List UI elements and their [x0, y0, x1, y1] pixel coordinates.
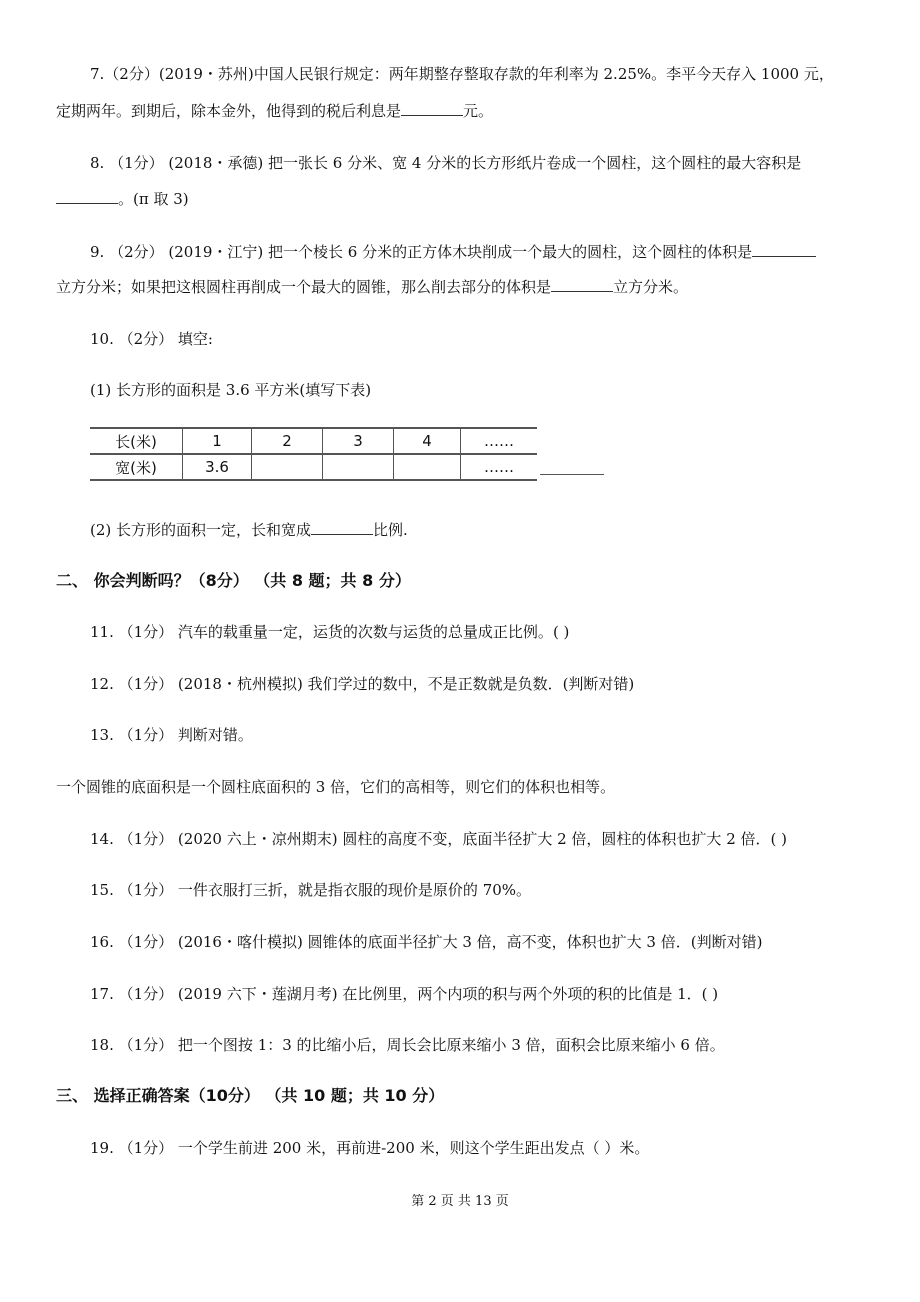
- page-number: 第 2 页 共 13 页: [411, 1194, 509, 1209]
- table-cell-input[interactable]: [323, 454, 394, 480]
- table-cell: ……: [461, 428, 538, 454]
- table-cell: 4: [394, 428, 461, 454]
- q9-answer-blank-2[interactable]: [551, 277, 613, 292]
- q10-part1: (1) 长方形的面积是 3.6 平方米(填写下表): [90, 381, 372, 399]
- q18: 18. （1分） 把一个图按 1：3 的比缩小后，周长会比原来缩小 3 倍，面积会比原来缩小 6 倍。: [90, 1036, 725, 1054]
- q10-part2: [90, 520, 408, 540]
- q16: 16. （1分） (2016・喀什模拟) 圆锥体的底面半径扩大 3 倍，高不变，体积也扩大 3 倍．(判断对错): [90, 933, 763, 951]
- q17: 17. （1分） (2019 六下・莲湖月考) 在比例里，两个内项的积与两个外项的积的比值是 1．( ): [90, 985, 719, 1003]
- q10-part2-end: 比例.: [373, 521, 408, 539]
- table-cell: 3: [323, 428, 394, 454]
- q9-answer-blank-1[interactable]: [752, 242, 816, 257]
- q11: 11. （1分） 汽车的载重量一定，运货的次数与运货的总量成正比例。( ): [90, 623, 570, 641]
- table-cell: 3.6: [183, 454, 252, 480]
- table-cell-input[interactable]: [252, 454, 323, 480]
- table-cell: 1: [183, 428, 252, 454]
- table-cell-input[interactable]: [394, 454, 461, 480]
- q15: 15. （1分） 一件衣服打三折，就是指衣服的现价是原价的 70%。: [90, 881, 532, 899]
- q9-line1: [90, 242, 816, 262]
- q19: 19. （1分） 一个学生前进 200 米，再前进-200 米，则这个学生距出发点（ ）米。: [90, 1139, 650, 1157]
- section-3-heading: 三、 选择正确答案（10分） （共 10 题；共 10 分）: [56, 1086, 445, 1105]
- q8-note: 。(π 取 3): [118, 190, 189, 208]
- table-cell: ……: [461, 454, 538, 480]
- q7-line2: [56, 101, 493, 121]
- q10-part2-text: (2) 长方形的面积一定，长和宽成: [90, 521, 312, 539]
- table-cell: 2: [252, 428, 323, 454]
- table-row-width: [90, 454, 537, 480]
- q10-answer-blank-2[interactable]: [311, 520, 373, 535]
- q10-table: [90, 427, 537, 481]
- q13: 13. （1分） 判断对错。: [90, 726, 253, 744]
- q8-line1: 8. （1分） (2018・承德) 把一张长 6 分米、宽 4 分米的长方形纸片卷成一个圆柱，这个圆柱的最大容积是: [90, 154, 802, 172]
- q10-title: 10. （2分） 填空:: [90, 330, 213, 348]
- table-row-length: [90, 428, 537, 454]
- q14: 14. （1分） (2020 六上・凉州期末) 圆柱的高度不变，底面半径扩大 2 倍，圆柱的体积也扩大 2 倍．( ): [90, 830, 787, 848]
- q9-text-2: 立方分米；如果把这根圆柱再削成一个最大的圆锥，那么削去部分的体积是: [56, 278, 552, 296]
- table-cell: 长(米): [90, 428, 183, 454]
- q9-text: 9. （2分） (2019・江宁) 把一个棱长 6 分米的正方体木块削成一个最大的圆柱，这个圆柱的体积是: [90, 243, 753, 261]
- q13-body: 一个圆锥的底面积是一个圆柱底面积的 3 倍，它们的高相等，则它们的体积也相等。: [56, 778, 616, 796]
- q7-text: 定期两年。到期后，除本金外，他得到的税后利息是: [56, 102, 402, 120]
- table-cell: 宽(米): [90, 454, 183, 480]
- q10-answer-blank-1[interactable]: [540, 474, 604, 475]
- q9-unit: 立方分米。: [613, 278, 689, 296]
- q8-line2: [56, 189, 189, 209]
- section-2-heading: 二、 你会判断吗？（8分） （共 8 题；共 8 分）: [56, 571, 411, 590]
- q8-answer-blank[interactable]: [56, 189, 118, 204]
- q7-unit: 元。: [463, 102, 494, 120]
- q12: 12. （1分） (2018・杭州模拟) 我们学过的数中，不是正数就是负数．(判断对错): [90, 675, 635, 693]
- q9-line2: [56, 277, 688, 297]
- q7-line1: 7.（2分）(2019・苏州)中国人民银行规定：两年期整存整取存款的年利率为 2.25%。李平今天存入 1000 元，: [90, 65, 834, 83]
- q7-answer-blank[interactable]: [401, 101, 463, 116]
